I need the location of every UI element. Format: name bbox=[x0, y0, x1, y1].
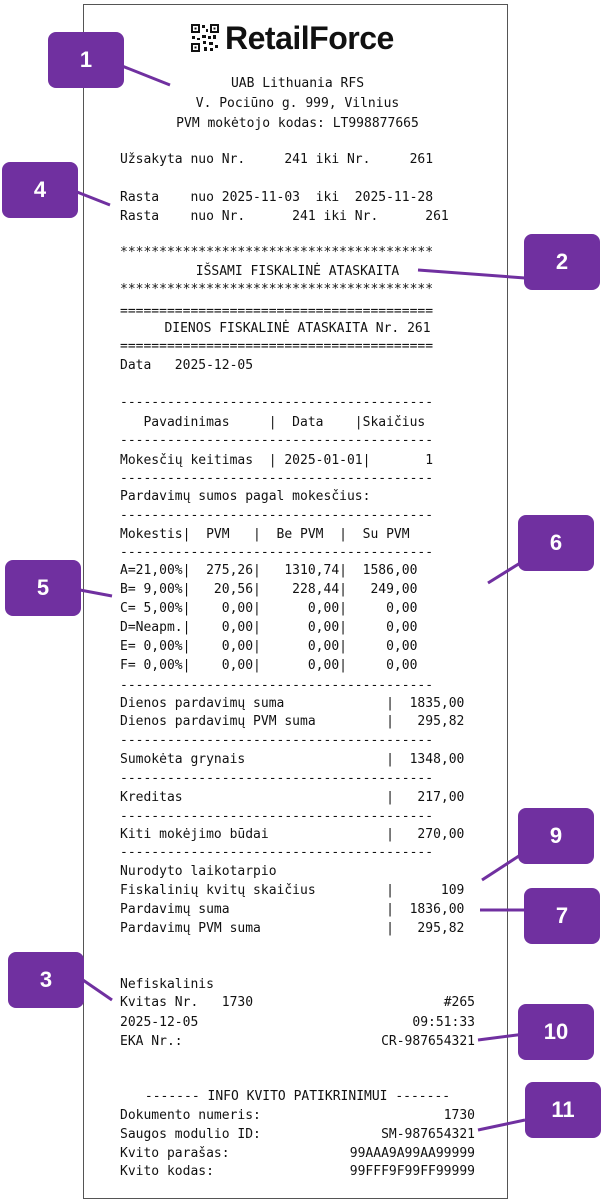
day-sales-sum: Dienos pardavimų suma | 1835,00 bbox=[120, 696, 465, 711]
vat-code: PVM mokėtojo kodas: LT998877665 bbox=[176, 116, 419, 131]
stars-divider: **************************************** bbox=[120, 245, 434, 260]
callout-badge-4: 4 bbox=[2, 162, 78, 218]
credit-total: Kreditas | 217,00 bbox=[120, 790, 465, 805]
fiscal-receipt-count: Fiskalinių kvitų skaičius | 109 bbox=[120, 883, 465, 898]
tax-section-title: Pardavimų sumos pagal mokesčius: bbox=[120, 489, 371, 504]
document-number-label: Dokumento numeris: bbox=[120, 1108, 261, 1123]
callout-badge-9: 9 bbox=[518, 808, 594, 864]
eka-label: EKA Nr.: bbox=[120, 1034, 183, 1049]
logo-text: RetailForce bbox=[225, 19, 394, 56]
receipt-signature-value: 99AAA9A99AA99999 bbox=[349, 1146, 475, 1161]
tax-row: C= 5,00%| 0,00| 0,00| 0,00 bbox=[120, 601, 418, 616]
equals-divider: ======================================== bbox=[120, 339, 434, 354]
dash-divider: ---------------------------------------- bbox=[120, 395, 434, 410]
callout-arrow-2 bbox=[418, 270, 525, 278]
receipt-date: 2025-12-05 bbox=[120, 1015, 199, 1030]
dash-divider: ---------------------------------------- bbox=[120, 771, 434, 786]
equals-divider: ======================================== bbox=[120, 304, 434, 319]
period-sales-sum: Pardavimų suma | 1836,00 bbox=[120, 902, 465, 917]
callout-arrow-3 bbox=[80, 978, 112, 1000]
tax-row: E= 0,00%| 0,00| 0,00| 0,00 bbox=[120, 639, 418, 654]
dash-divider: ---------------------------------------- bbox=[120, 845, 434, 860]
report-date: Data 2025-12-05 bbox=[120, 358, 254, 373]
cash-paid: Sumokėta grynais | 1348,00 bbox=[120, 752, 465, 767]
dash-divider: ---------------------------------------- bbox=[120, 733, 434, 748]
callout-badge-3: 3 bbox=[8, 952, 84, 1008]
receipt-number: Kvitas Nr. 1730 bbox=[120, 995, 254, 1010]
document-number-value: 1730 bbox=[443, 1108, 475, 1123]
daily-report-title: DIENOS FISKALINĖ ATASKAITA Nr. 261 bbox=[164, 321, 431, 336]
dash-divider: ---------------------------------------- bbox=[120, 678, 434, 693]
receipt-code-label: Kvito kodas: bbox=[120, 1164, 214, 1179]
callout-arrow-5 bbox=[80, 590, 112, 596]
eka-number: CR-987654321 bbox=[381, 1034, 475, 1049]
stars-divider: **************************************** bbox=[120, 282, 434, 297]
day-vat-sum: Dienos pardavimų PVM suma | 295,82 bbox=[120, 714, 465, 729]
receipt-time: 09:51:33 bbox=[412, 1015, 475, 1030]
period-title: Nurodyto laikotarpio bbox=[120, 864, 277, 879]
info-title: ------- INFO KVITO PATIKRINIMUI ------- bbox=[144, 1089, 451, 1104]
dash-divider: ---------------------------------------- bbox=[120, 545, 434, 560]
tax-row: D=Neapm.| 0,00| 0,00| 0,00 bbox=[120, 620, 418, 635]
dash-divider: ---------------------------------------- bbox=[120, 508, 434, 523]
dash-divider: ---------------------------------------- bbox=[120, 809, 434, 824]
found-date-range: Rasta nuo 2025-11-03 iki 2025-11-28 bbox=[120, 190, 434, 205]
tax-row: F= 0,00%| 0,00| 0,00| 0,00 bbox=[120, 658, 418, 673]
receipt-hash-number: #265 bbox=[443, 995, 475, 1010]
tax-row: A=21,00%| 275,26| 1310,74| 1586,00 bbox=[120, 563, 418, 578]
callout-badge-6: 6 bbox=[518, 515, 594, 571]
period-vat-sum: Pardavimų PVM suma | 295,82 bbox=[120, 921, 465, 936]
callout-badge-11: 11 bbox=[525, 1082, 601, 1138]
tax-table-header: Mokestis| PVM | Be PVM | Su PVM bbox=[120, 527, 410, 542]
found-number-range: Rasta nuo Nr. 241 iki Nr. 261 bbox=[120, 209, 449, 224]
callout-badge-2: 2 bbox=[524, 234, 600, 290]
security-module-value: SM-987654321 bbox=[381, 1127, 475, 1142]
company-address: V. Pociūno g. 999, Vilnius bbox=[195, 96, 400, 111]
ordered-range: Užsakyta nuo Nr. 241 iki Nr. 261 bbox=[120, 152, 434, 167]
company-name: UAB Lithuania RFS bbox=[230, 76, 365, 91]
callout-arrow-11 bbox=[478, 1120, 525, 1130]
report-title: IŠSAMI FISKALINĖ ATASKAITA bbox=[195, 264, 400, 279]
callout-badge-5: 5 bbox=[5, 560, 81, 616]
nonfiscal-label: Nefiskalinis bbox=[120, 977, 214, 992]
changes-table-row: Mokesčių keitimas | 2025-01-01| 1 bbox=[120, 453, 434, 468]
callout-badge-7: 7 bbox=[524, 888, 600, 944]
dash-divider: ---------------------------------------- bbox=[120, 433, 434, 448]
security-module-label: Saugos modulio ID: bbox=[120, 1127, 261, 1142]
receipt-code-value: 99FFF9F99FF99999 bbox=[349, 1164, 475, 1179]
callout-badge-1: 1 bbox=[48, 32, 124, 88]
callout-arrow-4 bbox=[77, 192, 110, 205]
callout-badge-10: 10 bbox=[518, 1004, 594, 1060]
dash-divider: ---------------------------------------- bbox=[120, 471, 434, 486]
other-payments: Kiti mokėjimo būdai | 270,00 bbox=[120, 827, 465, 842]
receipt-signature-label: Kvito parašas: bbox=[120, 1146, 230, 1161]
tax-row: B= 9,00%| 20,56| 228,44| 249,00 bbox=[120, 582, 418, 597]
changes-table-header: Pavadinimas | Data |Skaičius bbox=[120, 415, 426, 430]
